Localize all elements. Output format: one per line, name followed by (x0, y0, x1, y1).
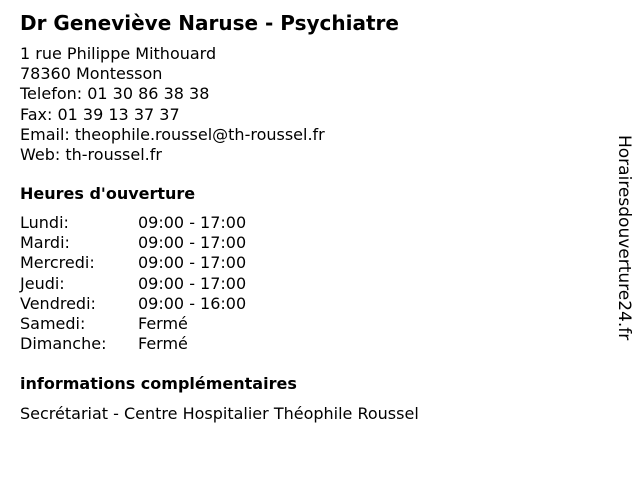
hours-day: Dimanche: (20, 334, 107, 354)
hours-day: Vendredi: (20, 293, 96, 313)
contact-details (20, 44, 325, 165)
phone-line[interactable]: Telefon: 01 30 86 38 38 (20, 84, 210, 104)
watermark-text: Horairesdouverture24.fr (614, 135, 634, 341)
hours-row-thursday (20, 274, 246, 294)
hours-day: Jeudi: (20, 273, 65, 293)
page-title: Dr Geneviève Naruse - Psychiatre (20, 11, 399, 35)
address-city: 78360 Montesson (20, 64, 163, 84)
hours-time: 09:00 - 17:00 (138, 213, 247, 232)
site-watermark (612, 135, 636, 371)
hours-time: 09:00 - 17:00 (138, 273, 247, 293)
opening-hours-heading: Heures d'ouverture (20, 184, 196, 203)
hours-time: 09:00 - 17:00 (138, 233, 247, 253)
additional-info-heading: informations complémentaires (20, 374, 297, 393)
web-line[interactable]: Web: th-roussel.fr (20, 145, 162, 165)
fax-line: Fax: 01 39 13 37 37 (20, 104, 180, 124)
additional-info-text: Secrétariat - Centre Hospitalier Théophile Roussel (20, 404, 419, 423)
hours-day: Samedi: (20, 314, 86, 334)
hours-time: 09:00 - 16:00 (138, 293, 247, 313)
address-street: 1 rue Philippe Mithouard (20, 44, 217, 63)
hours-day: Lundi: (20, 213, 69, 232)
hours-row-wednesday (20, 253, 246, 273)
hours-day: Mercredi: (20, 253, 95, 273)
hours-row-friday (20, 294, 246, 314)
hours-time: 09:00 - 17:00 (138, 253, 247, 273)
hours-time: Fermé (138, 334, 188, 354)
email-line[interactable]: Email: theophile.roussel@th-roussel.fr (20, 124, 325, 144)
hours-time: Fermé (138, 314, 188, 334)
hours-row-saturday (20, 314, 246, 334)
opening-hours-table (20, 213, 246, 354)
hours-row-sunday (20, 334, 246, 354)
hours-day: Mardi: (20, 233, 70, 253)
hours-row-monday (20, 213, 246, 233)
hours-row-tuesday (20, 233, 246, 253)
